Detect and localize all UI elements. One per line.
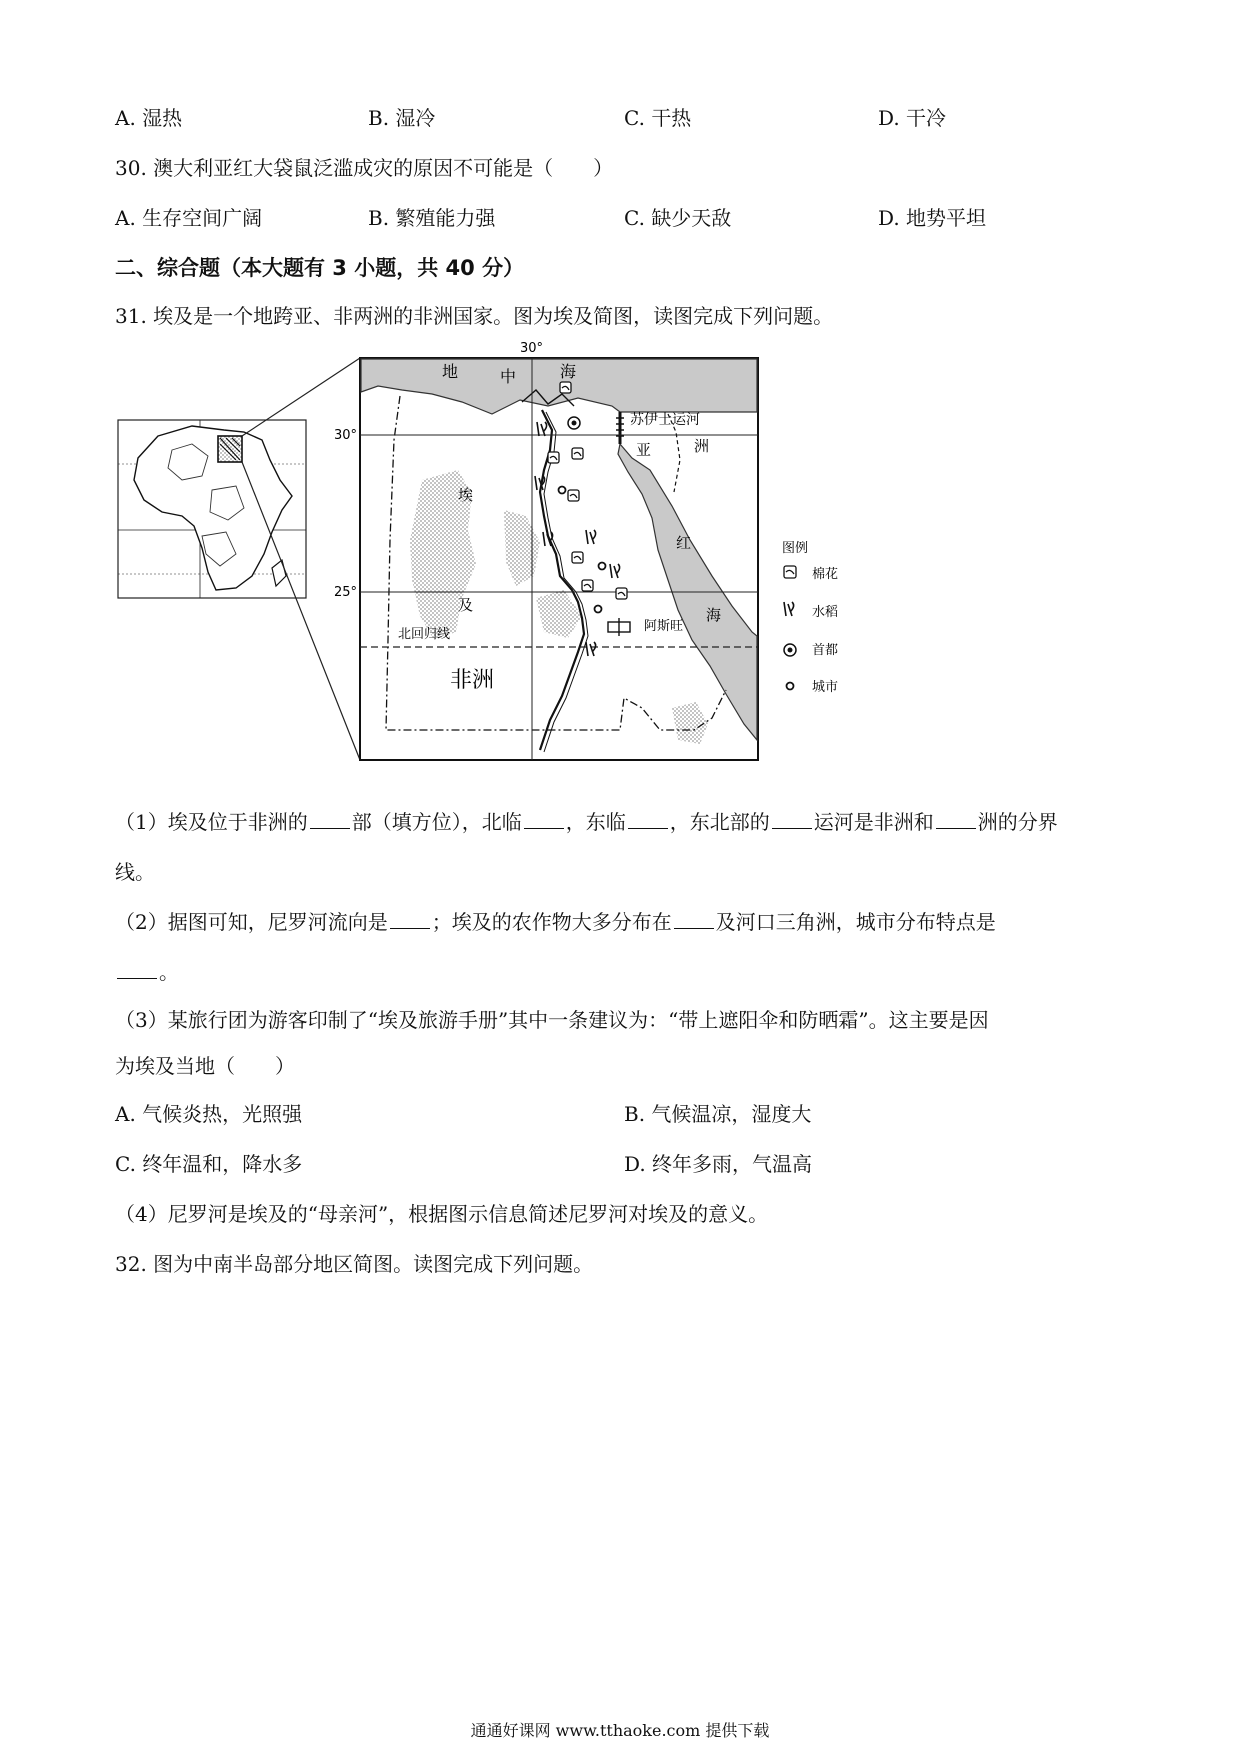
- latitude-25-label: 25°: [334, 585, 358, 600]
- option-text: 干冷: [906, 106, 947, 130]
- q29-option-a: [115, 104, 182, 132]
- suez-canal-label: 苏伊士运河: [630, 412, 700, 428]
- legend-city: 城市: [812, 680, 839, 695]
- capital-icon: [784, 644, 796, 656]
- q31-sub1-text: 运河是非洲和: [813, 810, 934, 834]
- option-text: 干热: [651, 106, 692, 130]
- q31-sub3-option-d: [624, 1150, 812, 1178]
- option-letter: D.: [878, 206, 900, 230]
- inset-africa-map: [118, 420, 306, 598]
- egypt-label-char-1: 埃: [458, 486, 474, 504]
- cotton-icon: [572, 552, 583, 563]
- answer-blank[interactable]: [524, 810, 564, 829]
- answer-blank[interactable]: [936, 810, 976, 829]
- answer-blank[interactable]: [628, 810, 668, 829]
- option-text: 繁殖能力强: [395, 206, 496, 230]
- q31-sub2-text: 。: [159, 960, 179, 984]
- q31-sub3-option-c: [115, 1150, 302, 1178]
- option-letter: B.: [368, 106, 390, 130]
- option-text: 生存空间广阔: [142, 206, 263, 230]
- q30-stem: 30. 澳大利亚红大袋鼠泛滥成灾的原因不可能是（ ）: [115, 156, 614, 180]
- map-legend: [782, 541, 838, 695]
- page-footer: 通通好课网 www.tthaoke.com 提供下载: [470, 1721, 770, 1740]
- q31-sub1-text: （1）埃及位于非洲的: [115, 810, 308, 834]
- sea-label-char-3: 海: [560, 362, 577, 381]
- aswan-label: 阿斯旺: [644, 619, 684, 634]
- q31-sub1-text: ，东临: [565, 810, 626, 834]
- q30-option-a: [115, 204, 262, 232]
- city-icon: [595, 606, 602, 613]
- q31-sub3-option-a: [115, 1100, 302, 1128]
- answer-blank[interactable]: [117, 960, 157, 979]
- option-letter: A.: [115, 106, 136, 130]
- city-icon: [599, 563, 606, 570]
- capital-icon: [568, 417, 580, 429]
- legend-rice: 水稻: [812, 605, 839, 620]
- q31-sub1-text: ，东北部的: [669, 810, 770, 834]
- cotton-icon: [568, 490, 579, 501]
- option-letter: C.: [624, 106, 645, 130]
- q31-sub1-cont: 线。: [115, 860, 155, 884]
- answer-blank[interactable]: [390, 910, 430, 929]
- q31-sub3-line1: （3）某旅行团为游客印制了“埃及旅游手册”其中一条建议为：“带上遮阳伞和防晒霜”。这主要是因: [115, 1008, 989, 1032]
- q30-option-b: [368, 204, 495, 232]
- option-letter: D.: [878, 106, 900, 130]
- africa-label: 非洲: [450, 668, 495, 693]
- option-letter: B.: [624, 1102, 646, 1126]
- q30-option-c: [624, 204, 731, 232]
- q32-stem: 32. 图为中南半岛部分地区简图。读图完成下列问题。: [115, 1252, 594, 1276]
- sea-label-char-2: 中: [500, 367, 517, 386]
- option-letter: A.: [115, 1102, 136, 1126]
- egypt-map: [112, 340, 872, 780]
- sea-label-char-1: 地: [442, 362, 459, 381]
- option-text: 终年多雨，气温高: [652, 1152, 813, 1176]
- legend-capital: 首都: [812, 643, 839, 658]
- cotton-icon: [784, 566, 796, 578]
- q29-option-b: [368, 104, 435, 132]
- redsea-label-char-1: 红: [676, 534, 692, 552]
- q31-sub1-text: 洲的分界: [977, 810, 1058, 834]
- q31-sub2-text: ；埃及的农作物大多分布在: [431, 910, 672, 934]
- answer-blank[interactable]: [772, 810, 812, 829]
- option-letter: B.: [368, 206, 390, 230]
- cotton-icon: [616, 588, 627, 599]
- legend-cotton: 棉花: [812, 567, 839, 582]
- q31-sub3-line2: 为埃及当地（ ）: [115, 1054, 295, 1078]
- option-text: 缺少天敌: [651, 206, 732, 230]
- asia-label-char-2: 洲: [694, 437, 710, 455]
- egypt-label-char-2: 及: [458, 596, 474, 614]
- longitude-label: 30°: [520, 341, 544, 356]
- q29-option-d: [878, 104, 946, 132]
- q29-option-c: [624, 104, 691, 132]
- option-letter: C.: [115, 1152, 136, 1176]
- option-letter: A.: [115, 206, 136, 230]
- legend-title: 图例: [782, 541, 809, 556]
- section-title: 二、综合题（本大题有 3 小题，共 40 分）: [115, 256, 525, 280]
- tropic-label: 北回归线: [398, 627, 451, 642]
- rice-icon: [784, 602, 794, 616]
- redsea-label-char-2: 海: [706, 606, 722, 624]
- option-text: 气候炎热，光照强: [142, 1102, 303, 1126]
- option-letter: C.: [624, 206, 645, 230]
- option-text: 地势平坦: [906, 206, 987, 230]
- q31-sub2-text: 及河口三角洲，城市分布特点是: [715, 910, 996, 934]
- q30-option-d: [878, 204, 986, 232]
- q31-sub2: [115, 908, 996, 936]
- q31-sub1: [115, 808, 1058, 836]
- city-icon: [787, 683, 794, 690]
- answer-blank[interactable]: [310, 810, 350, 829]
- cotton-icon: [548, 452, 559, 463]
- cotton-icon: [560, 382, 571, 393]
- option-letter: D.: [624, 1152, 646, 1176]
- cotton-icon: [582, 580, 593, 591]
- cotton-icon: [572, 448, 583, 459]
- latitude-30-label: 30°: [334, 428, 358, 443]
- option-text: 湿冷: [395, 106, 436, 130]
- q31-sub4: （4）尼罗河是埃及的“母亲河”，根据图示信息简述尼罗河对埃及的意义。: [115, 1202, 769, 1226]
- q31-sub2-text: （2）据图可知，尼罗河流向是: [115, 910, 388, 934]
- answer-blank[interactable]: [674, 910, 714, 929]
- asia-label-char-1: 亚: [636, 441, 652, 459]
- q31-sub2-cont: [115, 958, 179, 986]
- city-icon: [559, 487, 566, 494]
- option-text: 终年温和，降水多: [142, 1152, 303, 1176]
- q31-stem: 31. 埃及是一个地跨亚、非两洲的非洲国家。图为埃及简图，读图完成下列问题。: [115, 304, 834, 328]
- q31-sub1-text: 部（填方位），北临: [351, 810, 522, 834]
- option-text: 湿热: [142, 106, 183, 130]
- option-text: 气候温凉，湿度大: [651, 1102, 812, 1126]
- q31-sub3-option-b: [624, 1100, 811, 1128]
